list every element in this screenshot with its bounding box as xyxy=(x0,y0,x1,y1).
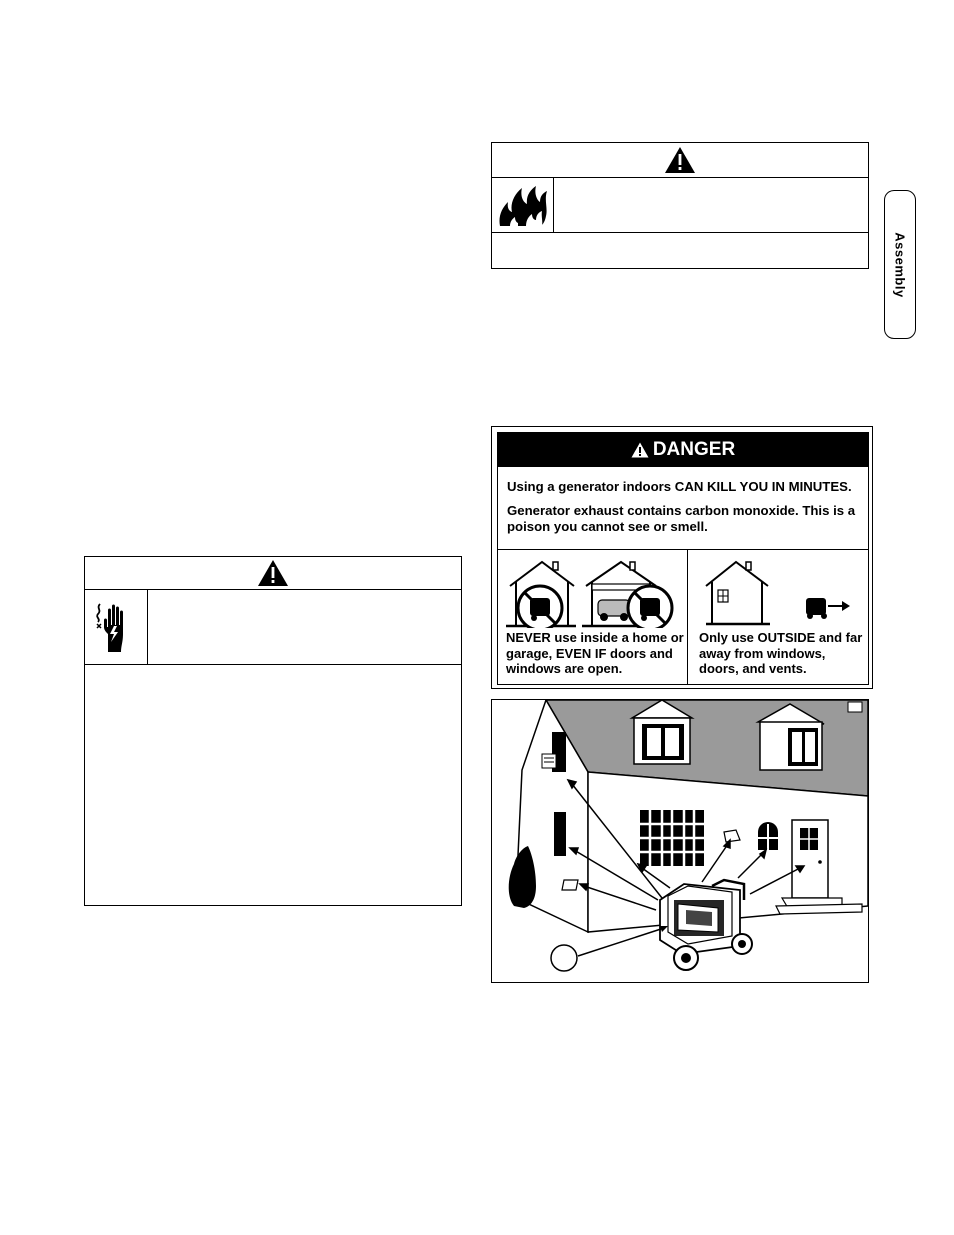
never-indoors-pictogram xyxy=(506,556,682,628)
outside-use-pictogram xyxy=(696,556,864,628)
warning-triangle-icon xyxy=(631,442,649,458)
danger-pictogram-row xyxy=(498,549,868,684)
warning-box-divider xyxy=(492,232,868,233)
danger-text-co: Generator exhaust contains carbon monoxide. This is a poison you cannot see or smell. xyxy=(507,503,856,534)
shock-icon-cell xyxy=(85,589,148,664)
outside-use-caption: Only use OUTSIDE and far away from windows, doors, and vents. xyxy=(699,630,863,676)
generator-placement-illustration xyxy=(491,699,869,983)
warning-header xyxy=(492,143,868,178)
electric-shock-icon xyxy=(94,600,138,654)
danger-title: DANGER xyxy=(652,439,736,460)
carbon-monoxide-danger-label xyxy=(491,426,873,689)
warning-box-divider xyxy=(85,664,461,665)
danger-label-frame xyxy=(497,432,869,685)
shock-warning-box xyxy=(84,556,462,906)
fire-icon xyxy=(496,182,550,228)
fire-warning-box xyxy=(491,142,869,269)
panel-divider xyxy=(687,550,688,684)
fire-icon-cell xyxy=(492,177,554,232)
house-with-generator-drawing xyxy=(492,700,868,982)
danger-text-kill: Using a generator indoors CAN KILL YOU IN MINUTES. xyxy=(507,479,852,494)
warning-header xyxy=(85,557,461,590)
warning-triangle-icon xyxy=(664,146,696,174)
warning-triangle-icon xyxy=(257,559,289,587)
danger-banner xyxy=(498,433,868,467)
section-tab-assembly xyxy=(884,190,916,339)
never-indoors-caption: NEVER use inside a home or garage, EVEN IF doors and windows are open. xyxy=(506,630,684,676)
section-tab-label: Assembly xyxy=(892,231,908,298)
